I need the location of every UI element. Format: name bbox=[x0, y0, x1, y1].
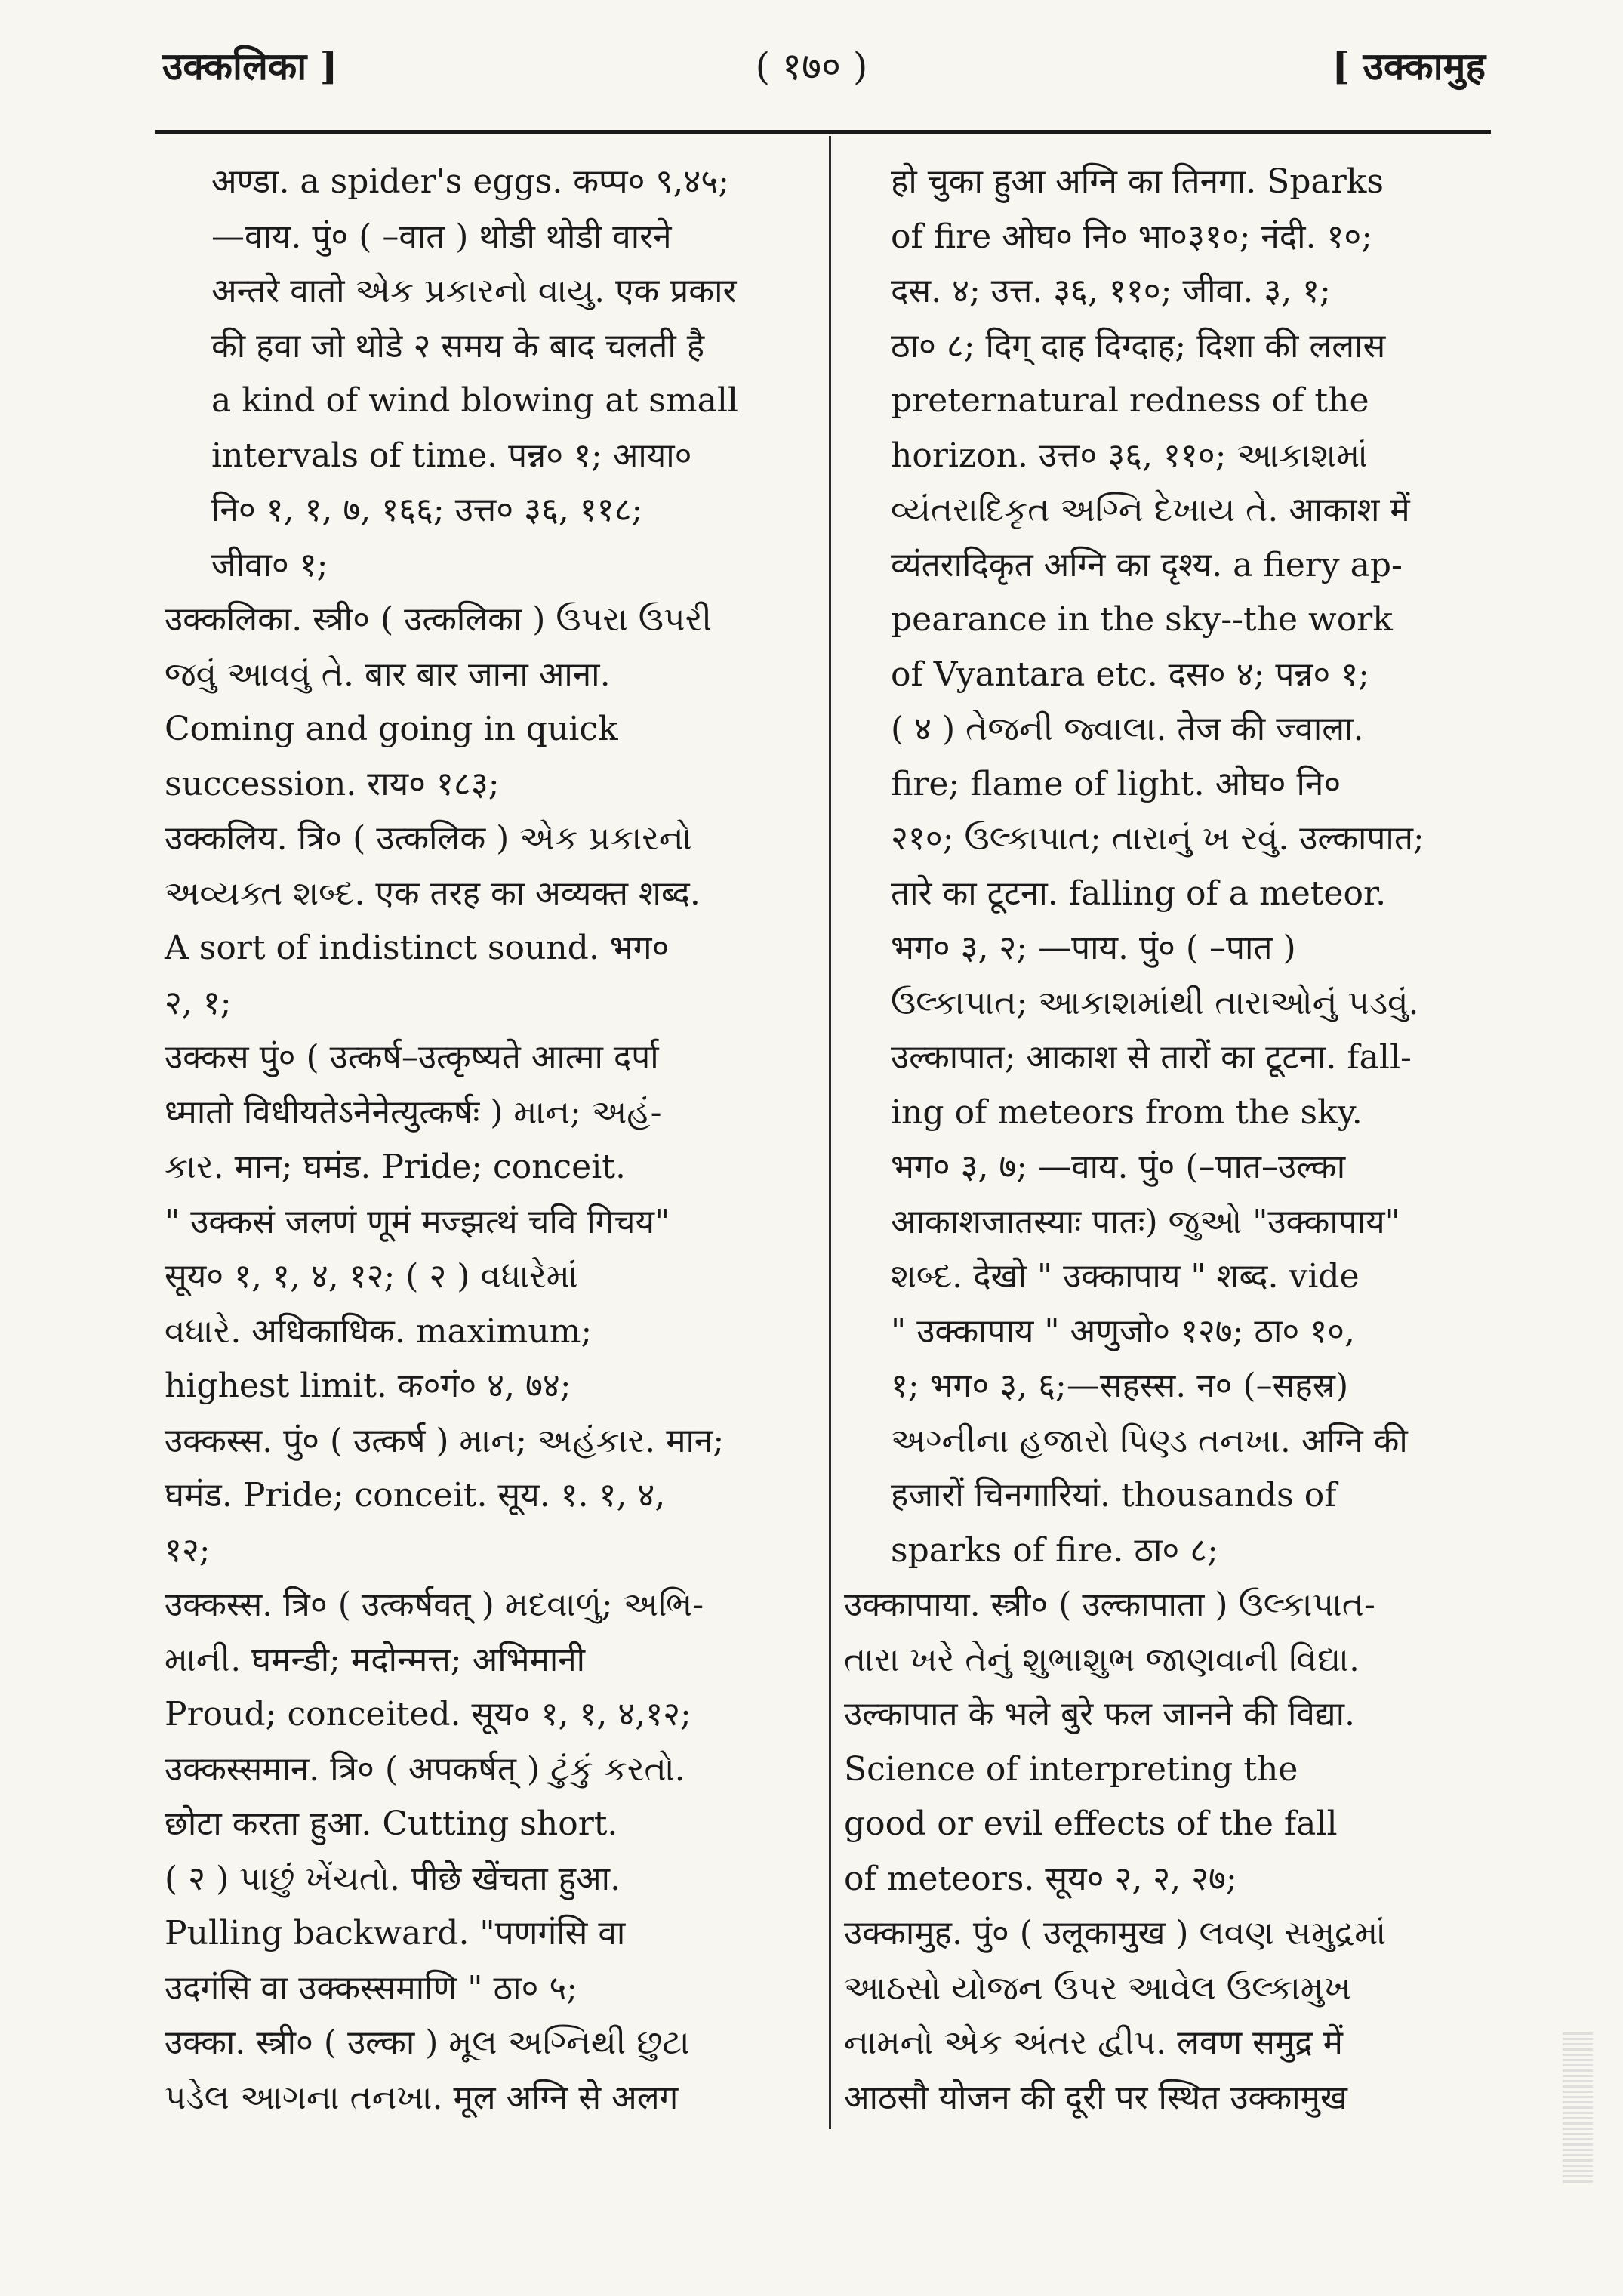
entry-line: १२; bbox=[165, 1530, 211, 1570]
entry-line: हजारों चिनगारियां. thousands of bbox=[891, 1476, 1337, 1515]
entry-line: sparks of fire. ठा० ८; bbox=[891, 1530, 1218, 1570]
entry-line: तारे का टूटना. falling of a meteor. bbox=[891, 874, 1387, 913]
entry-line: pearance in the sky--the work bbox=[891, 600, 1393, 639]
entry-line: જવું આવવું તે. बार बार जाना आना. bbox=[165, 655, 611, 694]
entry-line: " उक्कापाय " अणुजो० १२७; ठा० १०, bbox=[891, 1311, 1355, 1351]
entry-line: ध्मातो विधीयतेऽनेनेत्युत्कर्षः ) માન; અહં- bbox=[165, 1093, 662, 1132]
entry-line: પડેલ આગના તનખા. मूल अग्नि से अलग bbox=[165, 2078, 679, 2117]
entry-line: उक्कलिय. त्रि० ( उत्कलिक ) એક પ્રકારનો bbox=[165, 819, 692, 858]
right-column bbox=[844, 155, 1486, 2125]
entry-line: जीवा० १; bbox=[211, 545, 328, 584]
entry-line: की हवा जो थोडे २ समय के बाद चलती है bbox=[211, 326, 705, 365]
entry-line: આઠસો યોજન ઉપર આવેલ ઉલ્કામુખ bbox=[844, 1968, 1352, 2008]
entry-continuation bbox=[844, 155, 1486, 1578]
entry-line: हो चुका हुआ अग्नि का तिनगा. Sparks bbox=[891, 162, 1384, 201]
dictionary-entry bbox=[165, 1578, 806, 1743]
entry-line: भग० ३, २; —पाय. पुं० ( –पात ) bbox=[891, 929, 1296, 967]
entry-line: दस. ४; उत्त. ३६, ११०; जीवा. ३, १; bbox=[891, 272, 1331, 310]
entry-line: " उक्कसं जलणं णूमं मज्झत्थं चवि गिचय" bbox=[165, 1202, 670, 1241]
entry-line: વધારે. अधिकाधिक. maximum; bbox=[165, 1311, 593, 1351]
dictionary-entry bbox=[165, 812, 806, 1031]
entry-line: માની. घमन्डी; मदोन्मत्त; अभिमानी bbox=[165, 1640, 586, 1679]
entry-line: highest limit. क०गं० ४, ७४; bbox=[165, 1367, 571, 1405]
running-head-left: उक्कलिका ] bbox=[162, 44, 338, 88]
entry-line: Coming and going in quick bbox=[165, 710, 618, 748]
entry-line: અવ્યક્ત શબ્દ. एक तरह का अव्यक्त शब्द. bbox=[165, 874, 701, 913]
entry-line: अण्डा. a spider's eggs. कप्प० ९,४५; bbox=[211, 162, 729, 201]
dictionary-entry bbox=[165, 1743, 806, 2017]
entry-line: intervals of time. पन्न० १; आया० bbox=[211, 436, 692, 475]
entry-line: શબ્દ. देखो " उक्कापाय " शब्द. vide bbox=[891, 1257, 1360, 1296]
left-column bbox=[165, 155, 806, 2125]
entry-line: of fire ओघ० नि० भा०३१०; नंदी. १०; bbox=[891, 217, 1373, 256]
entry-line: Pulling backward. "पणगंसि वा bbox=[165, 1914, 626, 1952]
entry-line: अन्तरे वातो એક પ્રકારનો વાયુ. एक प्रकार bbox=[211, 272, 737, 310]
entry-line: सूय० १, १, ४, १२; ( २ ) વધારેમાં bbox=[165, 1257, 578, 1296]
entry-line: અગ્નીના હજારો પિણ્ડ તનખા. अग्नि की bbox=[891, 1421, 1408, 1460]
entry-line: आकाशजातस्याः पातः) જુઓ "उक्कापाय" bbox=[891, 1202, 1400, 1241]
entry-line: —वाय. पुं० ( –वात ) थोडी थोडी वारने bbox=[211, 217, 672, 256]
entry-line: भग० ३, ७; —वाय. पुं० (–पात–उल्का bbox=[891, 1148, 1346, 1186]
entry-line: उक्कस्समान. त्रि० ( अपकर्षत् ) ટુંકું કરતો. bbox=[165, 1749, 685, 1789]
entry-line: તારા ખરે તેનું શુભાશુભ જાણવાની વિદ્યા. bbox=[844, 1640, 1360, 1679]
entry-line: २, १; bbox=[165, 983, 232, 1022]
entry-line: नि० १, १, ७, १६६; उत्त० ३६, ११८; bbox=[211, 491, 643, 529]
entry-line: उक्कापाया. स्त्री० ( उल्कापाता ) ઉલ્કાપાત- bbox=[844, 1586, 1375, 1624]
entry-line: १; भग० ३, ६;—सहस्स. न० (–सहस्र) bbox=[891, 1367, 1349, 1405]
entry-line: घमंड. Pride; conceit. सूय. १. १, ४, bbox=[165, 1476, 666, 1515]
entry-line: उदगंसि वा उक्कस्समाणि " ठा० ५; bbox=[165, 1968, 578, 2008]
entry-line: A sort of indistinct sound. भग० bbox=[165, 929, 670, 967]
entry-line: Science of interpreting the bbox=[844, 1749, 1298, 1789]
entry-line: उक्कस्स. त्रि० ( उत्कर्षवत् ) મદવાળું; અભિ- bbox=[165, 1586, 704, 1624]
entry-line: horizon. उत्त० ३६, ११०; આકાશમાં bbox=[891, 436, 1369, 475]
column-divider bbox=[829, 136, 831, 2129]
dictionary-entry bbox=[165, 2016, 806, 2125]
entry-line: succession. राय० १८३; bbox=[165, 764, 500, 803]
entry-line: उल्कापात के भले बुरे फल जानने की विद्या. bbox=[844, 1695, 1355, 1734]
entry-line: Proud; conceited. सूय० १, १, ४,१२; bbox=[165, 1695, 691, 1734]
entry-line: good or evil effects of the fall bbox=[844, 1804, 1338, 1843]
entry-line: ઉલ્કાપાત; આકાશમાંથી તારાઓનું પડવું. bbox=[891, 983, 1419, 1022]
dictionary-entry bbox=[844, 1906, 1486, 2125]
header-rule bbox=[155, 130, 1491, 134]
entry-line: उक्कामुह. पुं० ( उलूकामुख ) લવણ સમુદ્રમાં bbox=[844, 1914, 1387, 1952]
entry-line: વ્યંતરાદિકૃત અગ્નિ દેખાય તે. आकाश में bbox=[891, 491, 1410, 529]
entry-line: २१०; ઉલ્કાપાત; તારાનું ખ રવું. उल्कापात; bbox=[891, 819, 1424, 858]
entry-line: आठसौ योजन की दूरी पर स्थित उक्कामुख bbox=[844, 2078, 1347, 2117]
entry-line: ( ४ ) તેજની જ્વાલા. तेज की ज्वाला. bbox=[891, 710, 1364, 748]
entry-line: of Vyantara etc. दस० ४; पन्न० १; bbox=[891, 655, 1369, 694]
entry-continuation bbox=[165, 155, 806, 593]
dictionary-entry bbox=[165, 1414, 806, 1579]
entry-line: उक्कस पुं० ( उत्कर्ष–उत्कृष्यते आत्मा दर्पा bbox=[165, 1038, 659, 1077]
page-number: ( १७० ) bbox=[755, 45, 868, 88]
entry-line: ing of meteors from the sky. bbox=[891, 1093, 1363, 1132]
entry-line: व्यंतरादिकृत अग्नि का दृश्य. a fiery ap- bbox=[891, 545, 1403, 584]
entry-line: उक्कस्स. पुं० ( उत्कर्ष ) માન; અહંકાર. मान; bbox=[165, 1421, 725, 1460]
entry-line: उक्कलिका. स्त्री० ( उत्कलिका ) ઉપરા ઉપરી bbox=[165, 600, 712, 639]
entry-line: કાર. मान; घमंड. Pride; conceit. bbox=[165, 1148, 626, 1186]
entry-line: ठा० ८; दिग् दाह दिग्दाह; दिशा की ललास bbox=[891, 326, 1386, 365]
entry-line: preternatural redness of the bbox=[891, 381, 1369, 420]
dictionary-entry bbox=[844, 1578, 1486, 1906]
entry-line: નામનો એક અંતર દ્વીપ. लवण समुद्र में bbox=[844, 2023, 1343, 2062]
entry-line: fire; flame of light. ओघ० नि० bbox=[891, 764, 1341, 803]
entry-line: उल्कापात; आकाश से तारों का टूटना. fall- bbox=[891, 1038, 1412, 1077]
entry-line: उक्का. स्त्री० ( उल्का ) મૂલ અગ્નિથી છુટા bbox=[165, 2023, 690, 2062]
scan-edge-mark bbox=[1563, 2032, 1593, 2183]
entry-line: a kind of wind blowing at small bbox=[211, 381, 738, 420]
entry-line: of meteors. सूय० २, २, २७; bbox=[844, 1859, 1237, 1898]
entry-line: छोटा करता हुआ. Cutting short. bbox=[165, 1804, 618, 1843]
entry-line: ( २ ) પાછું ખેંચતો. पीछे खेंचता हुआ. bbox=[165, 1859, 621, 1898]
dictionary-entry bbox=[165, 593, 806, 812]
dictionary-entry bbox=[165, 1031, 806, 1414]
running-head-right: [ उक्कामुह bbox=[1332, 44, 1486, 88]
